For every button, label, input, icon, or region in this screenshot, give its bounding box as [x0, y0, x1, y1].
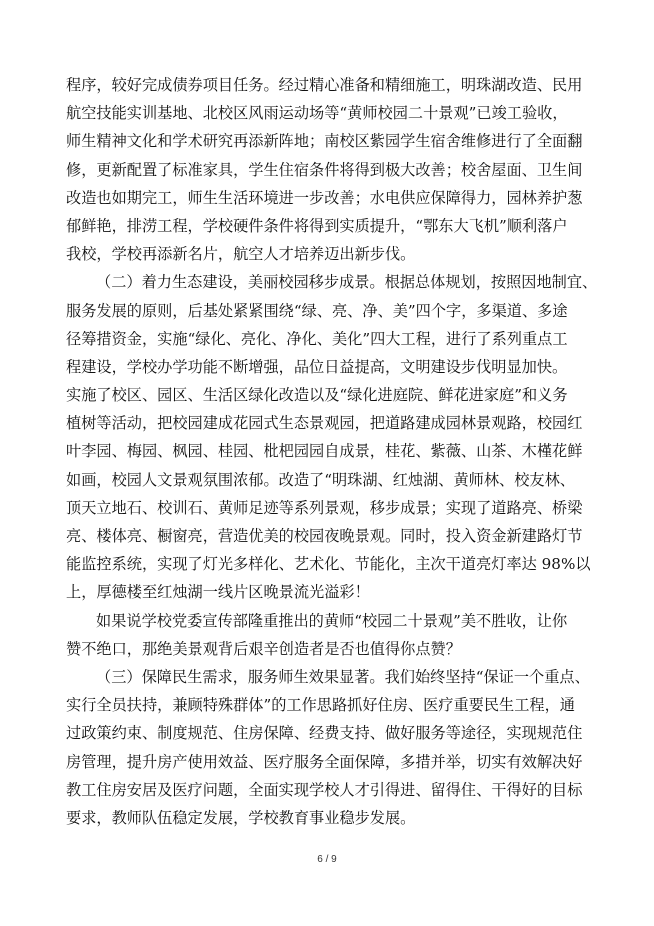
paragraph-4 [66, 663, 598, 832]
text-line: 赞不绝口，那绝美景观背后艰辛创造者是否也值得你点赞？ [66, 639, 461, 658]
text-line: （二）着力生态建设，美丽校园移步成景。根据总体规划，按照因地制宜、 [96, 273, 598, 292]
text-line: 程序，较好完成债券项目任务。经过精心准备和精细施工，明珠湖改造、民用 [66, 76, 583, 94]
text-line: 郁鲜艳，排涝工程，学校硬件条件将得到实质提升，“鄂东大飞机”顺利落户 [66, 216, 568, 235]
text-line: 师生精神文化和学术研究再添新阵地；南校区紫园学生宿舍维修进行了全面翻 [66, 132, 583, 151]
paragraph-2 [66, 268, 598, 606]
text-line: 航空技能实训基地、北校区风雨运动场等“黄师校园二十景观”已竣工验收， [66, 104, 568, 123]
text-line: 服务发展的原则，后基处紧紧围绕“绿、亮、净、美”四个字，多渠道、多途 [66, 301, 568, 320]
page-number: 6 / 9 [317, 854, 337, 865]
text-line: 程建设，学校办学功能不断增强，品位日益提高，文明建设步伐明显加快。 [66, 357, 568, 376]
text-line: 能监控系统，实现了灯光多样化、艺术化、节能化，主次干道亮灯率达 98%以 [66, 555, 591, 574]
text-line: 要求，教师队伍稳定发展，学校教育事业稳步发展。 [66, 808, 416, 827]
text-line: 上，厚德楼至红烛湖一线片区晚景流光溢彩！ [66, 583, 370, 602]
text-line: 我校，学校再添新名片，航空人才培养迈出新步伐。 [66, 245, 416, 264]
text-line: 过政策约束、制度规范、住房保障、经费支持、做好服务等途径，实现规范住 [66, 724, 583, 743]
text-line: 叶李园、梅园、枫园、桂园、枇杷园园自成景，桂花、紫薇、山茶、木槿花鲜 [66, 442, 583, 461]
text-line: 亮、楼体亮、橱窗亮，营造优美的校园夜晚景观。同时，投入资金新建路灯节 [66, 527, 583, 545]
text-line: 如画，校园人文景观氛围浓郁。改造了“明珠湖、红烛湖、黄师林、校友林、 [66, 470, 575, 489]
text-line: 植树等活动，把校园建成花园式生态景观园，把道路建成园林景观路，校园红 [66, 414, 583, 433]
text-line: 房管理，提升房产使用效益、医疗服务全面保障，多措并举，切实有效解决好 [66, 752, 583, 771]
text-line: 径筹措资金，实施“绿化、亮化、净化、美化”四大工程，进行了系列重点工 [66, 329, 568, 348]
text-line: （三）保障民生需求，服务师生效果显著。我们始终坚持“保证一个重点、 [96, 667, 590, 686]
text-line: 修，更新配置了标准家具，学生住宿条件将得到极大改善；校舍屋面、卫生间 [66, 160, 583, 179]
paragraph-1 [66, 71, 598, 268]
text-line: 改造也如期完工，师生生活环境进一步改善；水电供应保障得力，园林养护葱 [66, 188, 583, 207]
text-line: 实行全员扶持，兼顾特殊群体”的工作思路抓好住房、医疗重要民生工程，通 [66, 696, 575, 715]
body-text [66, 71, 598, 832]
paragraph-3 [66, 607, 598, 663]
text-line: 顶天立地石、校训石、黄师足迹等系列景观，移步成景；实现了道路亮、桥梁 [66, 498, 583, 517]
text-line: 实施了校区、园区、生活区绿化改造以及“绿化进庭院、鲜花进家庭”和义务 [66, 386, 568, 405]
text-line: 如果说学校党委宣传部隆重推出的黄师“校园二十景观”美不胜收，让你 [96, 611, 568, 630]
text-line: 教工住房安居及医疗问题，全面实现学校人才引得进、留得住、干得好的目标 [66, 780, 583, 799]
